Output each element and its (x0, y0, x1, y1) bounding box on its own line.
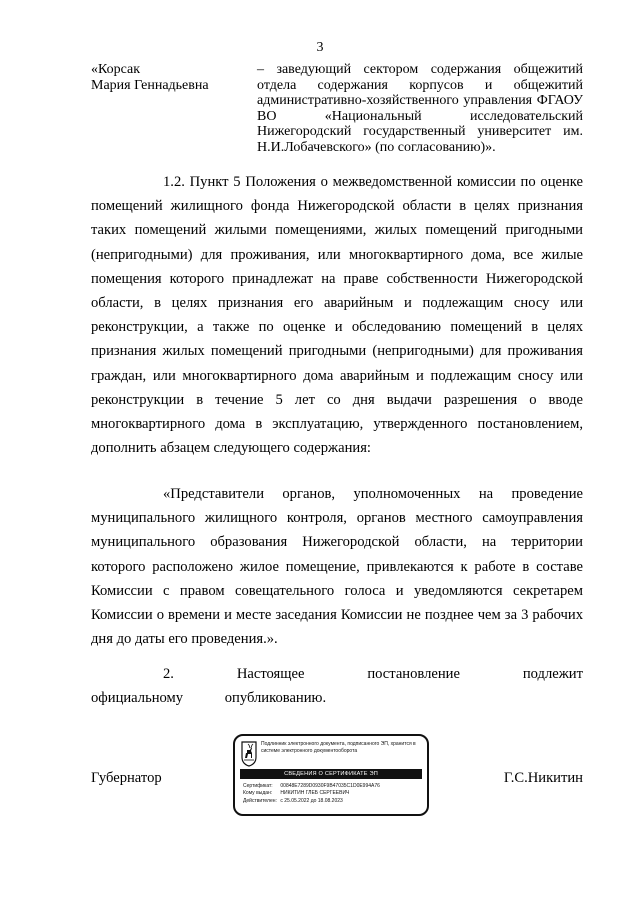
member-given-names: Мария Геннадьевна (91, 77, 209, 93)
deer-emblem-icon (241, 741, 257, 767)
owner-label: Кому выдан: (243, 790, 273, 797)
signer-title: Губернатор (91, 770, 162, 786)
page-number: 3 (316, 40, 324, 55)
certificate-row (243, 783, 425, 790)
member-surname: «Корсак (91, 62, 141, 77)
validity-row (243, 798, 425, 805)
stamp-header: Подлинник электронного документа, подписанного ЭП, хранится в системе электронного документооборота (261, 741, 416, 754)
member-name (91, 62, 251, 93)
certificate-value: 00848E7289D0930F9B47035C1D0E994A76 (280, 783, 380, 789)
stamp-details (243, 783, 425, 805)
owner-row (243, 790, 425, 797)
signer-name: Г.С.Никитин (503, 770, 583, 786)
paragraph-2: 2. Настоящее постановление подлежит официальному опубликованию. (91, 666, 583, 707)
stamp-title-bar: СВЕДЕНИЯ О СЕРТИФИКАТЕ ЭП (240, 769, 422, 779)
validity-value: с 25.05.2022 до 18.08.2023 (280, 797, 343, 804)
member-role: – заведующий сектором содержания общежитий отдела содержания корпусов и общежитий административно-хозяйственного управления ФГАОУ ВО «Национальный исследовательский Нижегородский государственный университет им. Н.И.Лобачевского» (по согласованию)». (257, 62, 583, 155)
owner-value: НИКИТИН ГЛЕБ СЕРГЕЕВИЧ (280, 790, 350, 797)
paragraph-1-2: 1.2. Пункт 5 Положения о межведомственной комиссии по оценке помещений жилищного фонда Нижегородской области в целях признания таких помещений жилыми помещениями, жилых помещений пригодными (непригодными) для проживания, или многоквартирного дома, все жилые помещения которого принадлежат на праве собственности Нижегородской области, в целях признания его аварийным и подлежащим сносу или реконструкции, а также по оценке и обследованию помещений в целях признания жилых помещений пригодными (непригодными) для проживания граждан, или многоквартирного дома аварийным и подлежащим сносу или реконструкции в течение 5 лет со дня выдачи разрешения о вводе многоквартирного дома в эксплуатацию, утвержденного постановлением, дополнить абзацем следующего содержания: (91, 174, 583, 457)
certificate-label: Сертификат: (243, 783, 273, 789)
electronic-signature-stamp (233, 734, 429, 816)
validity-label: Действителен: (243, 797, 277, 804)
paragraph-quote: «Представители органов, уполномоченных на проведение муниципального жилищного контроля, органов местного самоуправления муниципального образования Нижегородской области, на территории которого расположено жилое помещение, привлекаются к работе в составе Комиссии с правом совещательного голоса и уведомляются секретарем Комиссии о времени и месте заседания Комиссии не позднее чем за 3 рабочих дня до даты его проведения.». (91, 486, 583, 648)
